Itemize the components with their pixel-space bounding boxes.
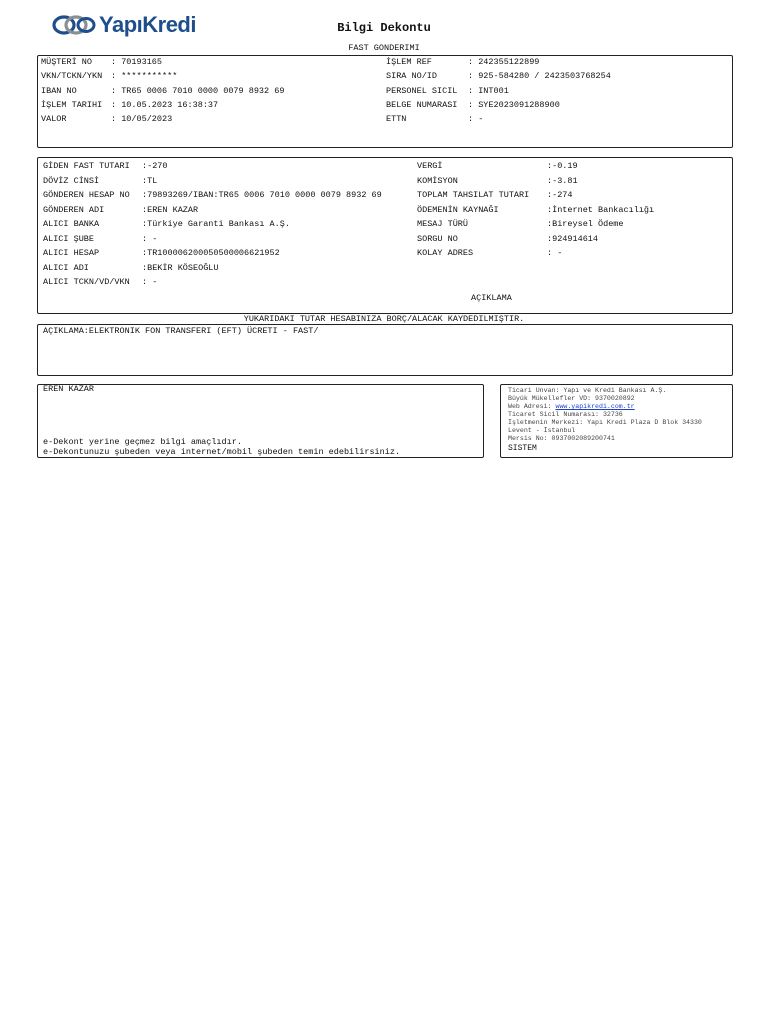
transfer-summary-field-label: ÖDEMENİN KAYNAĞI: [417, 204, 499, 215]
transfer-field-value: :TR100006200050500006621952: [142, 248, 280, 258]
account-field-row: [41, 57, 162, 67]
aciklama-heading: AÇIKLAMA: [471, 293, 512, 303]
transfer-field-row: [43, 176, 157, 186]
reference-field-label: İŞLEM REF: [386, 57, 432, 67]
transfer-summary-field-label: VERGİ: [417, 161, 443, 171]
transfer-field-value: :-270: [142, 161, 168, 171]
transfer-summary-field-row: [417, 248, 562, 258]
transfer-field-value: : -: [142, 233, 158, 244]
transfer-summary-field-value: :924914614: [547, 233, 599, 244]
transfer-field-value: :Türkiye Garanti Bankası A.Ş.: [142, 219, 290, 229]
transfer-field-label: ALICI HESAP: [43, 248, 100, 258]
transfer-field-label: GÖNDEREN HESAP NO: [43, 190, 130, 200]
account-field-label: VKN/TCKN/YKN: [41, 71, 103, 82]
transfer-field-value: :79893269/IBAN:TR65 0006 7010 0000 0079 8932 69: [142, 190, 382, 200]
transfer-summary-field-row: [417, 205, 654, 215]
transfer-field-row: [43, 161, 168, 171]
reference-field-value: : INT001: [468, 85, 509, 96]
mersis-line: Mersis No: 0937002089200741: [508, 435, 615, 442]
reference-field-row: [386, 57, 539, 67]
trade-registry-line: Ticaret Sicil Numarası: 32736: [508, 411, 623, 418]
system-label: SISTEM: [508, 444, 537, 453]
web-address-link[interactable]: www.yapikredi.com.tr: [555, 403, 635, 410]
bank-title-line: Ticari Unvan: Yapı ve Kredi Bankası A.Ş.: [508, 387, 667, 394]
headquarters-city-line: Levent - İstanbul: [508, 427, 576, 434]
transfer-field-label: ALICI ŞUBE: [43, 233, 95, 244]
balance-notice: YUKARIDAKI TUTAR HESABINIZA BORÇ/ALACAK KAYDEDILMIŞTIR.: [243, 314, 525, 324]
tax-office-line: Büyük Mükellefler VD: 9370020892: [508, 395, 635, 402]
transfer-field-row: [43, 277, 157, 287]
account-field-label: MÜŞTERİ NO: [41, 57, 93, 67]
transfer-field-value: :BEKİR KÖSEOĞLU: [142, 262, 219, 273]
account-field-row: [41, 86, 284, 96]
account-field-value: : 10/05/2023: [111, 114, 173, 125]
transfer-summary-field-value: :-0.19: [547, 161, 578, 171]
transfer-field-row: [43, 234, 157, 244]
transfer-summary-field-label: KOLAY ADRES: [417, 248, 474, 258]
reference-field-label: PERSONEL SICIL: [386, 85, 458, 96]
account-field-label: IBAN NO: [41, 85, 77, 96]
transfer-field-label: ALICI TCKN/VD/VKN: [43, 277, 130, 287]
transfer-field-row: [43, 248, 280, 258]
account-field-row: [41, 114, 172, 124]
transfer-summary-field-row: [417, 219, 624, 229]
transfer-field-label: DÖVİZ CİNSİ: [43, 175, 100, 186]
transfer-summary-field-row: [417, 161, 578, 171]
headquarters-line: İşletmenin Merkezi: Yapı Kredi Plaza D Blok 34330: [508, 419, 702, 426]
reference-field-value: : SYE2023091288900: [468, 99, 560, 110]
account-field-label: VALOR: [41, 114, 67, 125]
transfer-summary-field-value: :-3.81: [547, 175, 578, 186]
transfer-field-row: [43, 263, 219, 273]
transfer-field-label: GİDEN FAST TUTARI: [43, 161, 130, 171]
transfer-summary-field-value: :Bireysel Ödeme: [547, 219, 624, 229]
disclaimer-line-2: e-Dekontunuzu şubeden veya internet/mobil şubeden temin edebilirsiniz.: [43, 447, 401, 457]
transfer-summary-field-row: [417, 234, 598, 244]
reference-field-row: [386, 100, 560, 110]
transfer-summary-field-value: : -: [547, 248, 563, 258]
transfer-field-row: [43, 190, 382, 200]
transfer-summary-field-label: TOPLAM TAHSILAT TUTARI: [417, 190, 530, 200]
transfer-summary-field-value: :İnternet Bankacılığı: [547, 204, 655, 215]
transfer-summary-field-label: SORGU NO: [417, 233, 458, 244]
reference-field-value: : -: [468, 114, 484, 125]
description-text: AÇIKLAMA:ELEKTRONIK FON TRANSFERI (EFT) ÜCRETI - FAST/: [43, 326, 319, 336]
account-field-value: : 10.05.2023 16:38:37: [111, 99, 219, 110]
transfer-summary-field-label: KOMİSYON: [417, 175, 458, 186]
disclaimer-line-1: e-Dekont yerine geçmez bilgi amaçlıdır.: [43, 437, 242, 447]
transfer-field-label: ALICI ADI: [43, 262, 89, 273]
reference-field-row: [386, 114, 483, 124]
document-title: Bilgi Dekontu: [337, 21, 431, 35]
reference-field-row: [386, 86, 509, 96]
reference-field-value: : 925-584280 / 2423503768254: [468, 71, 611, 82]
document-subtitle: FAST GONDERIMI: [348, 43, 420, 53]
account-field-row: [41, 71, 177, 81]
reference-field-value: : 242355122899: [468, 57, 540, 67]
transfer-field-row: [43, 205, 198, 215]
transfer-field-row: [43, 219, 290, 229]
transfer-summary-field-label: MESAJ TÜRÜ: [417, 219, 469, 229]
account-field-row: [41, 100, 218, 110]
reference-field-row: [386, 71, 611, 81]
customer-name: EREN KAZAR: [43, 384, 95, 394]
bank-logo-text: YapıKredi: [99, 12, 196, 37]
transfer-field-value: : -: [142, 277, 158, 287]
reference-field-label: SIRA NO/ID: [386, 71, 438, 82]
transfer-summary-field-value: :-274: [547, 190, 573, 200]
reference-field-label: ETTN: [386, 114, 407, 125]
reference-field-label: BELGE NUMARASI: [386, 99, 458, 110]
account-field-value: : 70193165: [111, 57, 163, 67]
account-field-value: : ***********: [111, 71, 178, 82]
account-field-label: İŞLEM TARIHI: [41, 99, 103, 110]
web-address-label: Web Adresi:: [508, 403, 556, 410]
transfer-field-label: ALICI BANKA: [43, 219, 100, 229]
transfer-field-label: GÖNDEREN ADI: [43, 204, 105, 215]
transfer-summary-field-row: [417, 176, 578, 186]
transfer-field-value: :TL: [142, 175, 158, 186]
transfer-field-value: :EREN KAZAR: [142, 204, 199, 215]
transfer-summary-field-row: [417, 190, 573, 200]
account-field-value: : TR65 0006 7010 0000 0079 8932 69: [111, 85, 285, 96]
